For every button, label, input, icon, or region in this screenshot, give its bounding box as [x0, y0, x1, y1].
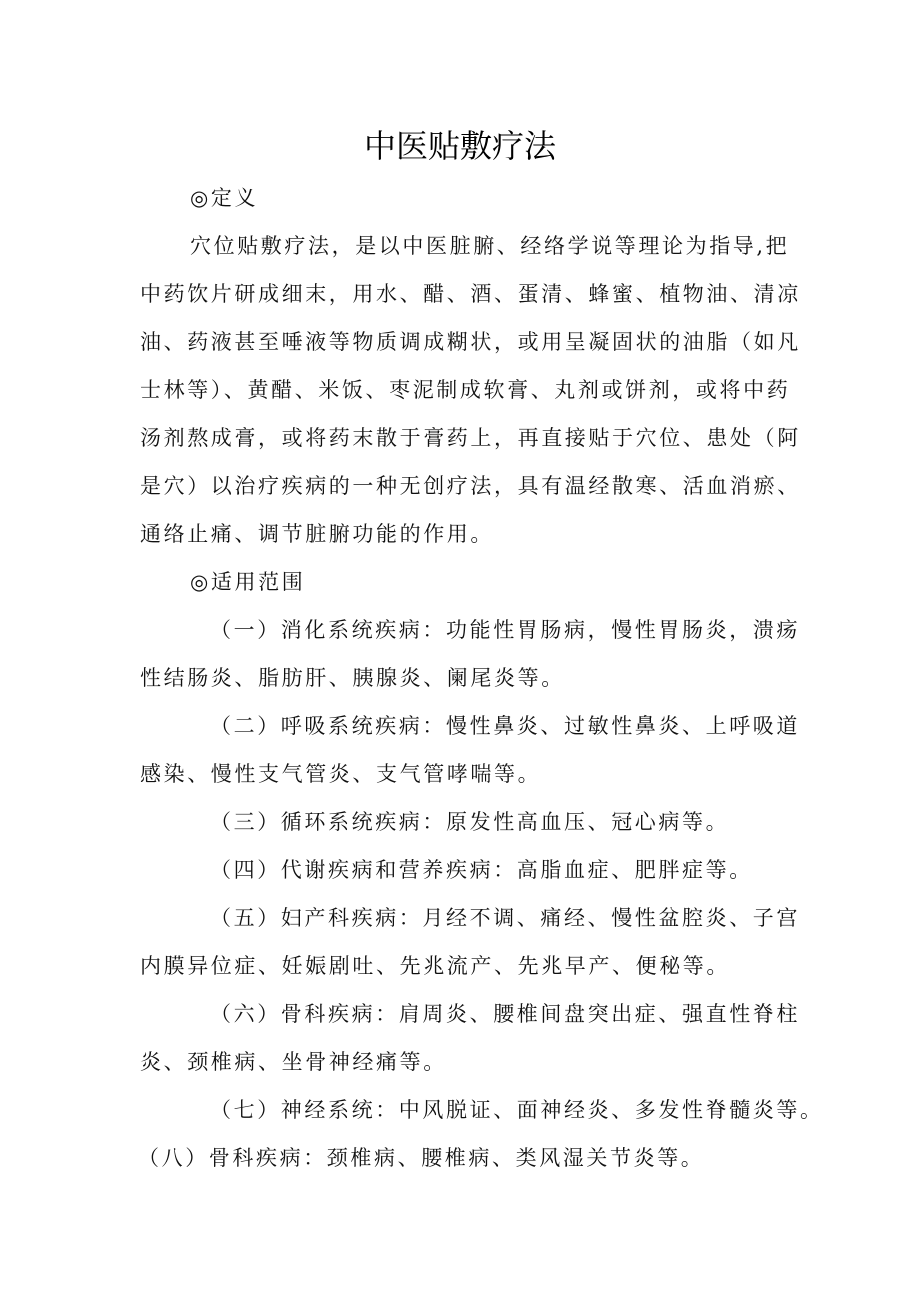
scope-item-line: （三）循环系统疾病：原发性高血压、冠心病等。	[210, 810, 730, 834]
definition-line: 汤剂熬成膏，或将药末散于膏药上，再直接贴于穴位、患处（阿	[140, 426, 801, 450]
definition-line: 通络止痛、调节脏腑功能的作用。	[140, 522, 494, 546]
scope-item-line: （五）妇产科疾病：月经不调、痛经、慢性盆腔炎、子宫	[210, 906, 800, 930]
scope-item-line: （二）呼吸系统疾病：慢性鼻炎、过敏性鼻炎、上呼吸道	[210, 714, 800, 738]
scope-item-line: 内膜异位症、妊娠剧吐、先兆流产、先兆早产、便秘等。	[140, 954, 730, 978]
definition-line: 油、药液甚至唾液等物质调成糊状，或用呈凝固状的油脂（如凡	[140, 330, 801, 354]
scope-item-line: （八）骨科疾病：颈椎病、腰椎病、类风湿关节炎等。	[138, 1146, 705, 1170]
scope-item-line: （一）消化系统疾病：功能性胃肠病，慢性胃肠炎，溃疡	[210, 618, 800, 642]
document-title: 中医贴敷疗法	[363, 127, 556, 165]
scope-item-line: （四）代谢疾病和营养疾病：高脂血症、肥胖症等。	[210, 858, 753, 882]
section-heading-scope: ◎适用范围	[190, 570, 306, 594]
definition-line: 士林等）、黄醋、米饭、枣泥制成软膏、丸剂或饼剂，或将中药	[140, 378, 791, 402]
section-heading-definition: ◎定义	[190, 186, 259, 210]
scope-item-line: 性结肠炎、脂肪肝、胰腺炎、阑尾炎等。	[140, 666, 565, 690]
scope-item-line: （六）骨科疾病：肩周炎、腰椎间盘突出症、强直性脊柱	[210, 1002, 800, 1026]
scope-item-line: 炎、颈椎病、坐骨神经痛等。	[140, 1050, 447, 1074]
definition-line: 是穴）以治疗疾病的一种无创疗法，具有温经散寒、活血消瘀、	[140, 474, 801, 498]
definition-line: 中药饮片研成细末，用水、醋、酒、蛋清、蜂蜜、植物油、清凉	[140, 282, 801, 306]
definition-line: 穴位贴敷疗法，是以中医脏腑、经络学说等理论为指导,把	[190, 234, 790, 258]
scope-item-line: 感染、慢性支气管炎、支气管哮喘等。	[140, 762, 542, 786]
scope-item-line: （七）神经系统：中风脱证、面神经炎、多发性脊髓炎等。	[210, 1098, 824, 1122]
